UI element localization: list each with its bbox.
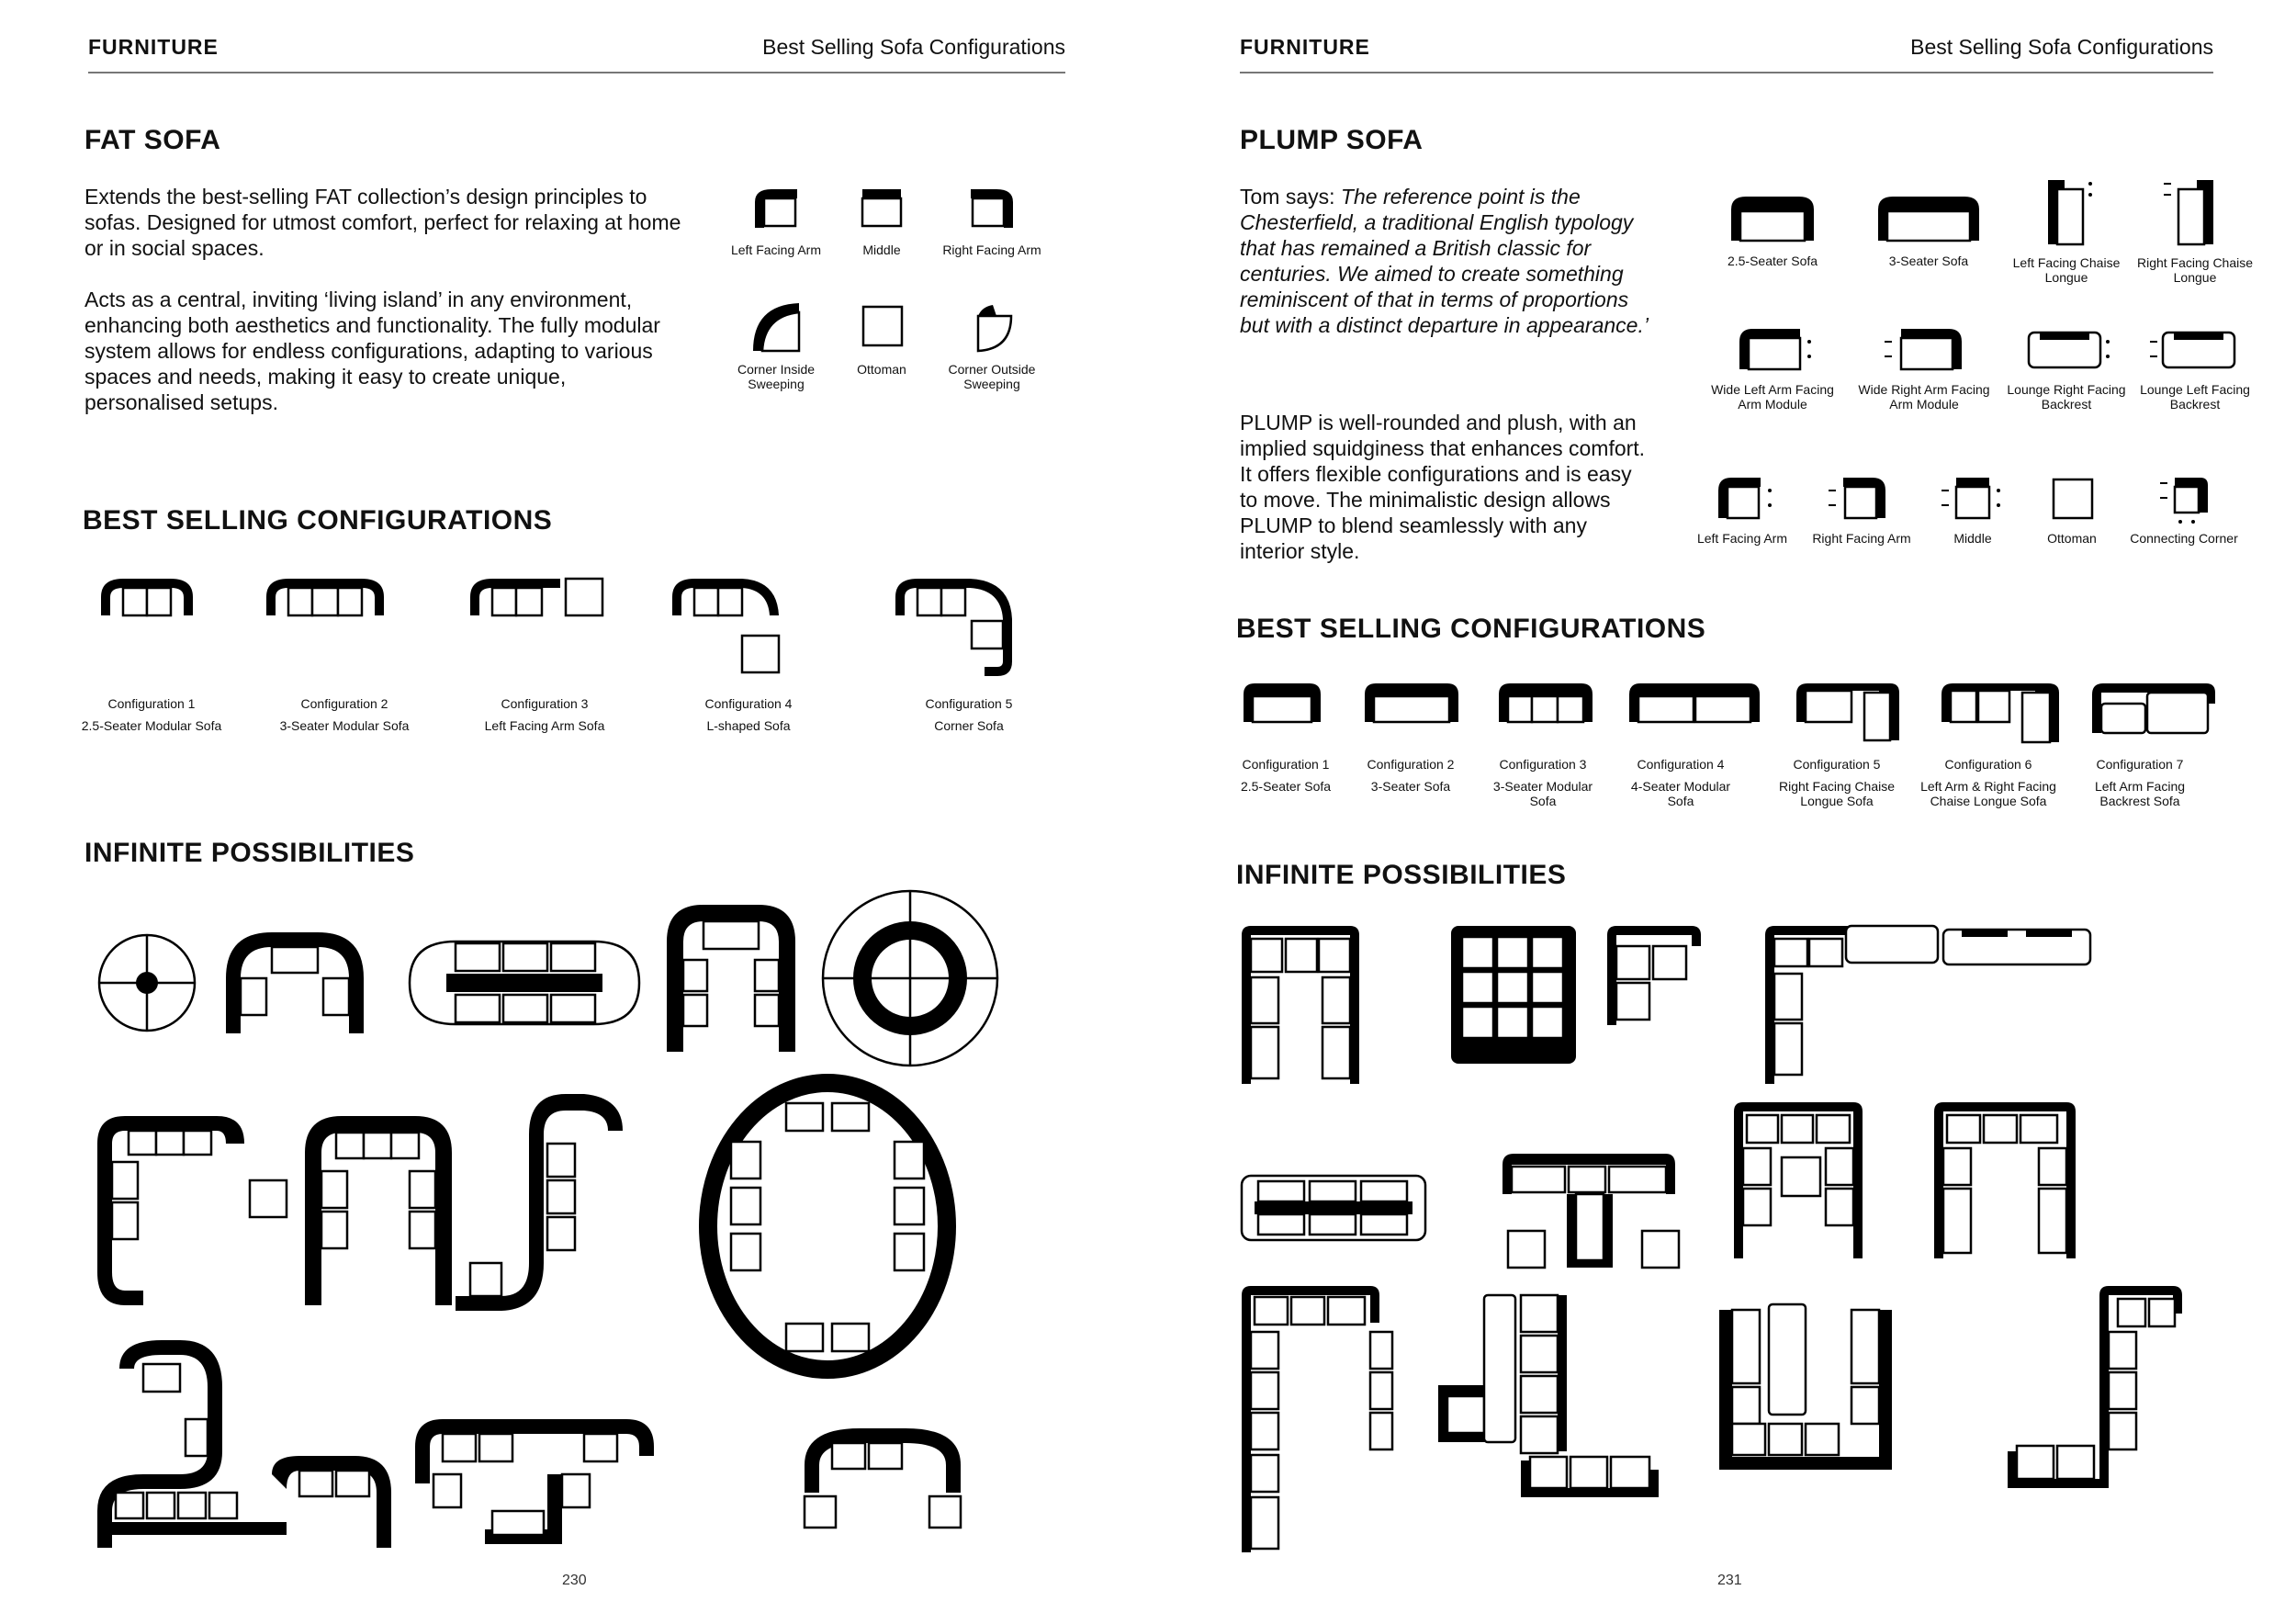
module-label: 3-Seater Sofa — [1888, 254, 1969, 268]
three-seater-icon — [1869, 184, 1988, 248]
config-title: Configuration 3 — [501, 696, 589, 711]
corner-inside-sweeping-icon — [744, 296, 808, 356]
quote-text: The reference point is the Chesterfield, a traditional English typology that has remained a British classic for centuries. We aimed to create something reminiscent of that in terms of proportions but with a distinct departure in appearance.’ — [1240, 185, 1649, 337]
config-title: Configuration 4 — [704, 696, 793, 711]
left-facing-arm-icon — [744, 182, 808, 237]
module-label: Middle — [862, 242, 901, 257]
module-label: Wide Left Arm Facing Arm Module — [1711, 382, 1834, 412]
lounge-right-icon — [2016, 321, 2117, 377]
module-label: Right Facing Arm — [1812, 531, 1911, 546]
module-label: Ottoman — [857, 362, 906, 377]
section-label: FURNITURE — [1240, 35, 1370, 59]
ottoman-icon — [2035, 470, 2109, 525]
config-description: 2.5-Seater Sofa — [1240, 779, 1332, 794]
config-title: Configuration 7 — [2096, 757, 2184, 772]
config-item — [2076, 757, 2204, 808]
config-title: Configuration 5 — [925, 696, 1013, 711]
product-heading: PLUMP SOFA — [1240, 125, 1424, 155]
module-right-chaise — [2135, 171, 2255, 285]
config-title: Configuration 2 — [300, 696, 388, 711]
middle-module-icon — [1936, 470, 2009, 525]
lounge-left-icon — [2144, 321, 2245, 377]
config-description: L-shaped Sofa — [706, 718, 791, 733]
module-left-chaise — [2007, 171, 2126, 285]
module-left-facing-arm — [1692, 470, 1793, 546]
running-head — [88, 35, 1065, 73]
config-item — [467, 696, 623, 733]
config-description: 2.5-Seater Modular Sofa — [81, 718, 222, 733]
configs-heading: BEST SELLING CONFIGURATIONS — [83, 505, 553, 536]
config-item — [1221, 757, 1350, 794]
config-description: 4-Seater Modular Sofa — [1630, 779, 1731, 808]
module-label: 2.5-Seater Sofa — [1727, 254, 1818, 268]
config-description: 3-Seater Sofa — [1370, 779, 1451, 794]
module-lounge-left — [2131, 321, 2259, 412]
module-wide-right-arm — [1855, 321, 1993, 412]
module-two-and-half-seater — [1708, 184, 1837, 268]
product-heading: FAT SOFA — [84, 125, 221, 155]
possibilities-drawing — [88, 886, 1071, 1557]
module-label: Lounge Left Facing Backrest — [2140, 382, 2250, 412]
config-description: Left Arm & Right Facing Chaise Longue Sofa — [1920, 779, 2056, 808]
description-paragraph: Acts as a central, inviting ‘living island’ in any environment, enhancing both aesthetics and functionality. The fully modular system allows for endless configurations, adapting to various spaces and needs, making it easy to create unique, personalised setups. — [84, 288, 660, 414]
module-wide-left-arm — [1708, 321, 1837, 412]
module-middle — [827, 182, 937, 257]
config-description: Right Facing Chaise Longue Sofa — [1778, 779, 1896, 808]
module-label: Ottoman — [2047, 531, 2097, 546]
module-corner-inside-sweeping — [716, 296, 836, 391]
module-label: Corner Outside Sweeping — [948, 362, 1036, 391]
module-label: Left Facing Arm — [730, 242, 822, 257]
config-item — [73, 696, 230, 733]
module-lounge-right — [2002, 321, 2131, 412]
config-item — [1346, 757, 1475, 794]
module-label: Middle — [1953, 531, 1992, 546]
config-item — [670, 696, 827, 733]
page-number: 231 — [1717, 1573, 1742, 1588]
ottoman-icon — [850, 296, 914, 356]
module-right-facing-arm — [928, 182, 1056, 257]
module-label: Connecting Corner — [2130, 531, 2238, 546]
module-label: Left Facing Arm — [1696, 531, 1788, 546]
module-label: Right Facing Arm — [942, 242, 1041, 257]
middle-module-icon — [850, 182, 914, 237]
module-right-facing-arm — [1811, 470, 1912, 546]
config-description: 3-Seater Modular Sofa — [1492, 779, 1593, 808]
left-facing-arm-icon — [1705, 470, 1779, 525]
configurations-drawing — [92, 570, 1065, 680]
module-ottoman — [827, 296, 937, 377]
module-label: Wide Right Arm Facing Arm Module — [1858, 382, 1990, 412]
wide-left-arm-icon — [1727, 321, 1818, 377]
running-head — [1240, 35, 2213, 73]
designer-quote — [1240, 184, 1653, 338]
configurations-drawing — [1236, 676, 2219, 759]
config-title: Configuration 4 — [1637, 757, 1725, 772]
right-facing-arm-icon — [960, 182, 1024, 237]
module-label: Lounge Right Facing Backrest — [2007, 382, 2126, 412]
config-item — [1919, 757, 2057, 808]
config-item — [266, 696, 422, 733]
config-item — [891, 696, 1047, 733]
module-ottoman — [2026, 470, 2118, 546]
module-label: Right Facing Chaise Longue — [2136, 255, 2254, 285]
right-page — [1148, 0, 2296, 1624]
two-and-half-seater-icon — [1722, 184, 1823, 248]
page-number: 230 — [562, 1573, 587, 1588]
possibilities-drawing — [1236, 919, 2219, 1562]
right-chaise-icon — [2158, 171, 2232, 250]
config-item — [1763, 757, 1910, 808]
possibilities-heading: INFINITE POSSIBILITIES — [84, 838, 415, 868]
config-title: Configuration 2 — [1367, 757, 1455, 772]
config-description: Left Facing Arm Sofa — [484, 718, 605, 733]
right-facing-arm-icon — [1825, 470, 1898, 525]
configs-heading: BEST SELLING CONFIGURATIONS — [1236, 614, 1706, 644]
module-connecting-corner — [2129, 470, 2239, 546]
module-corner-outside-sweeping — [928, 296, 1056, 391]
possibilities-heading: INFINITE POSSIBILITIES — [1236, 860, 1567, 890]
section-label: FURNITURE — [88, 35, 219, 59]
module-three-seater — [1855, 184, 2002, 268]
config-description: 3-Seater Modular Sofa — [279, 718, 410, 733]
module-middle — [1927, 470, 2019, 546]
config-description: Corner Sofa — [934, 718, 1004, 733]
config-title: Configuration 5 — [1793, 757, 1881, 772]
config-item — [1616, 757, 1745, 808]
running-title: Best Selling Sofa Configurations — [762, 35, 1065, 59]
config-description: Left Arm Facing Backrest Sofa — [2094, 779, 2186, 808]
intro-paragraph: Extends the best-selling FAT collection’s design principles to sofas. Designed for utmost comfort, perfect for relaxing at home or in social spaces. — [84, 185, 681, 260]
description-paragraph: PLUMP is well-rounded and plush, with an implied squidginess that enhances comfort. It offers flexible configurations and is easy to move. The minimalistic design allows PLUMP to blend seamlessly with any interior style. — [1240, 411, 1646, 563]
config-title: Configuration 1 — [1242, 757, 1330, 772]
config-title: Configuration 1 — [107, 696, 196, 711]
module-left-facing-arm — [716, 182, 836, 257]
running-title: Best Selling Sofa Configurations — [1910, 35, 2213, 59]
quote-lead: Tom says: — [1240, 185, 1341, 209]
connecting-corner-icon — [2147, 470, 2221, 525]
config-title: Configuration 6 — [1944, 757, 2032, 772]
left-chaise-icon — [2030, 171, 2103, 250]
config-title: Configuration 3 — [1499, 757, 1587, 772]
module-label: Corner Inside Sweeping — [737, 362, 816, 391]
module-label: Left Facing Chaise Longue — [2012, 255, 2121, 285]
corner-outside-sweeping-icon — [960, 296, 1024, 356]
wide-right-arm-icon — [1874, 321, 1975, 377]
config-item — [1479, 757, 1607, 808]
